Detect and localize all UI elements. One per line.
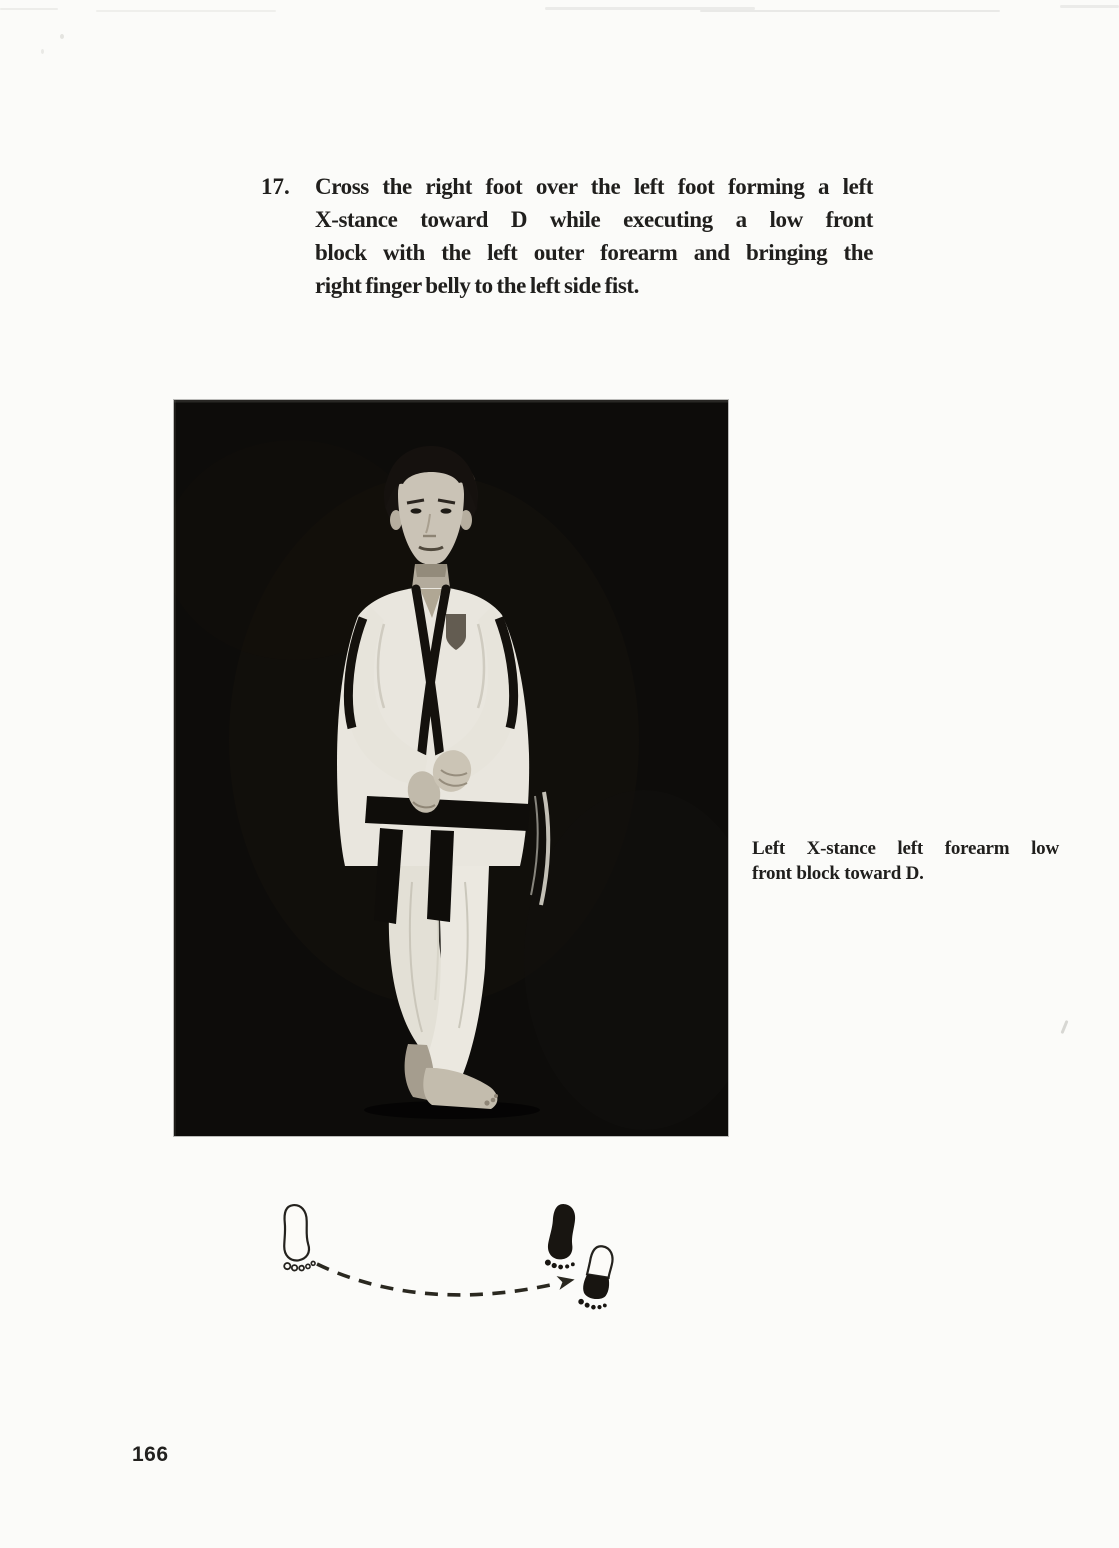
instruction-line: block with the left outer forearm and bringing the	[315, 240, 873, 265]
scan-speck	[60, 34, 64, 39]
scan-streak	[700, 10, 1000, 12]
instruction-line: Cross the right foot over the left foot forming a left	[315, 174, 873, 199]
xstance-photo-art	[174, 400, 728, 1136]
scan-speck	[41, 49, 44, 54]
instruction-block	[261, 170, 873, 302]
instruction-line: right finger belly to the left side fist.	[315, 273, 640, 298]
footwork-diagram	[265, 1192, 625, 1310]
right-foot-after-icon	[577, 1244, 615, 1310]
instruction-number: 17.	[261, 174, 290, 199]
instruction-line: X-stance toward D while executing a low front	[315, 207, 873, 232]
caption-line: front block toward D.	[752, 863, 924, 884]
xstance-photograph	[174, 400, 728, 1136]
page-number: 166	[132, 1443, 169, 1466]
travel-arrowhead-icon	[557, 1273, 577, 1290]
left-foot-outline-icon	[278, 1203, 316, 1272]
instruction-text	[315, 170, 873, 302]
scan-streak	[0, 8, 58, 10]
photo-caption	[752, 836, 1059, 886]
scan-streak	[1060, 5, 1119, 8]
scan-artifact	[1060, 1020, 1068, 1034]
caption-line: Left X-stance left forearm low	[752, 838, 1059, 859]
scan-streak	[96, 10, 276, 12]
travel-arc	[317, 1264, 555, 1295]
right-foot-before-icon	[544, 1203, 578, 1270]
